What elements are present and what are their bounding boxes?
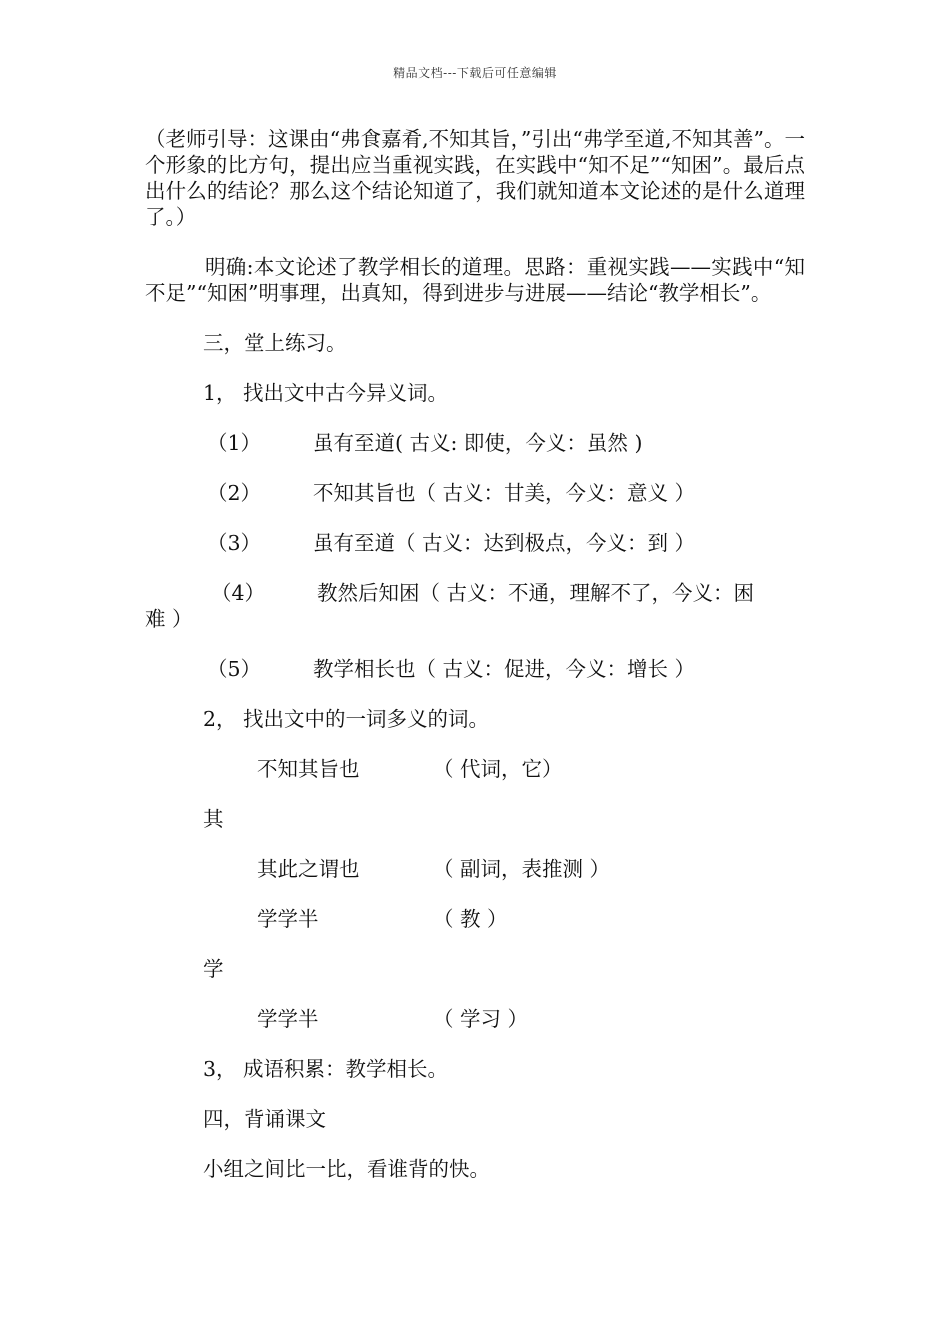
- item-number: （3）: [207, 531, 262, 555]
- list-item: [145, 656, 805, 682]
- question-2: 2， 找出文中的一词多义的词。: [203, 707, 490, 731]
- item-text: 不知其旨也（ 古义：甘美，今义：意义 ）: [313, 481, 696, 505]
- example-phrase: 其此之谓也: [257, 857, 360, 881]
- polysemy-row: [145, 756, 805, 782]
- teacher-guidance-paragraph: （老师引导：这课由“弗食嘉肴,不知其旨，”引出“弗学至道,不知其善”。一个形象的比方句，提出应当重视实践，在实践中“知不足”“知困”。最后点出什么的结论？那么这个结论知道了，我们就知道本文论述的是什么道理了。）: [145, 127, 805, 229]
- list-item: [145, 480, 805, 506]
- item-number: （4）: [211, 581, 266, 605]
- document-body: [145, 126, 805, 1182]
- page-header: 精品文档---下载后可任意编辑: [393, 66, 557, 80]
- final-instruction: 小组之间比一比，看谁背的快。: [203, 1157, 490, 1181]
- item-number: （1）: [207, 431, 262, 455]
- item-number: （2）: [207, 481, 262, 505]
- item-text: 虽有至道( 古义: 即使，今义：虽然 ): [313, 431, 643, 455]
- item-text: 虽有至道（ 古义：达到极点，今义：到 ）: [313, 531, 696, 555]
- section-3-heading: 三，堂上练习。: [203, 331, 347, 355]
- item-text-continuation: 难 ）: [145, 607, 193, 631]
- gloss: （ 学习 ）: [433, 1007, 529, 1031]
- gloss: （ 副词，表推测 ）: [433, 857, 611, 881]
- answer-paragraph: 明确:本文论述了教学相长的道理。思路：重视实践——实践中“知不足”“知困”明事理，出真知，得到进步与进展——结论“教学相长”。: [145, 255, 805, 305]
- gloss: （ 代词，它）: [433, 757, 563, 781]
- polysemy-character: 其: [203, 807, 224, 831]
- polysemy-character: 学: [203, 957, 224, 981]
- polysemy-row: [145, 1006, 805, 1032]
- question-3: 3， 成语积累：教学相长。: [203, 1057, 449, 1081]
- example-phrase: 学学半: [257, 1007, 319, 1031]
- list-item: [145, 530, 805, 556]
- item-text: 教学相长也（ 古义：促进，今义：增长 ）: [313, 657, 696, 681]
- gloss: （ 教 ）: [433, 907, 508, 931]
- polysemy-row: [145, 906, 805, 932]
- question-1: 1， 找出文中古今异义词。: [203, 381, 449, 405]
- list-item: [145, 430, 805, 456]
- polysemy-row: [145, 856, 805, 882]
- example-phrase: 学学半: [257, 907, 319, 931]
- example-phrase: 不知其旨也: [257, 757, 360, 781]
- item-text: 教然后知困（ 古义：不通，理解不了，今义：困: [317, 581, 755, 605]
- section-4-heading: 四，背诵课文: [203, 1107, 326, 1131]
- list-item: [145, 580, 805, 632]
- item-number: （5）: [207, 657, 262, 681]
